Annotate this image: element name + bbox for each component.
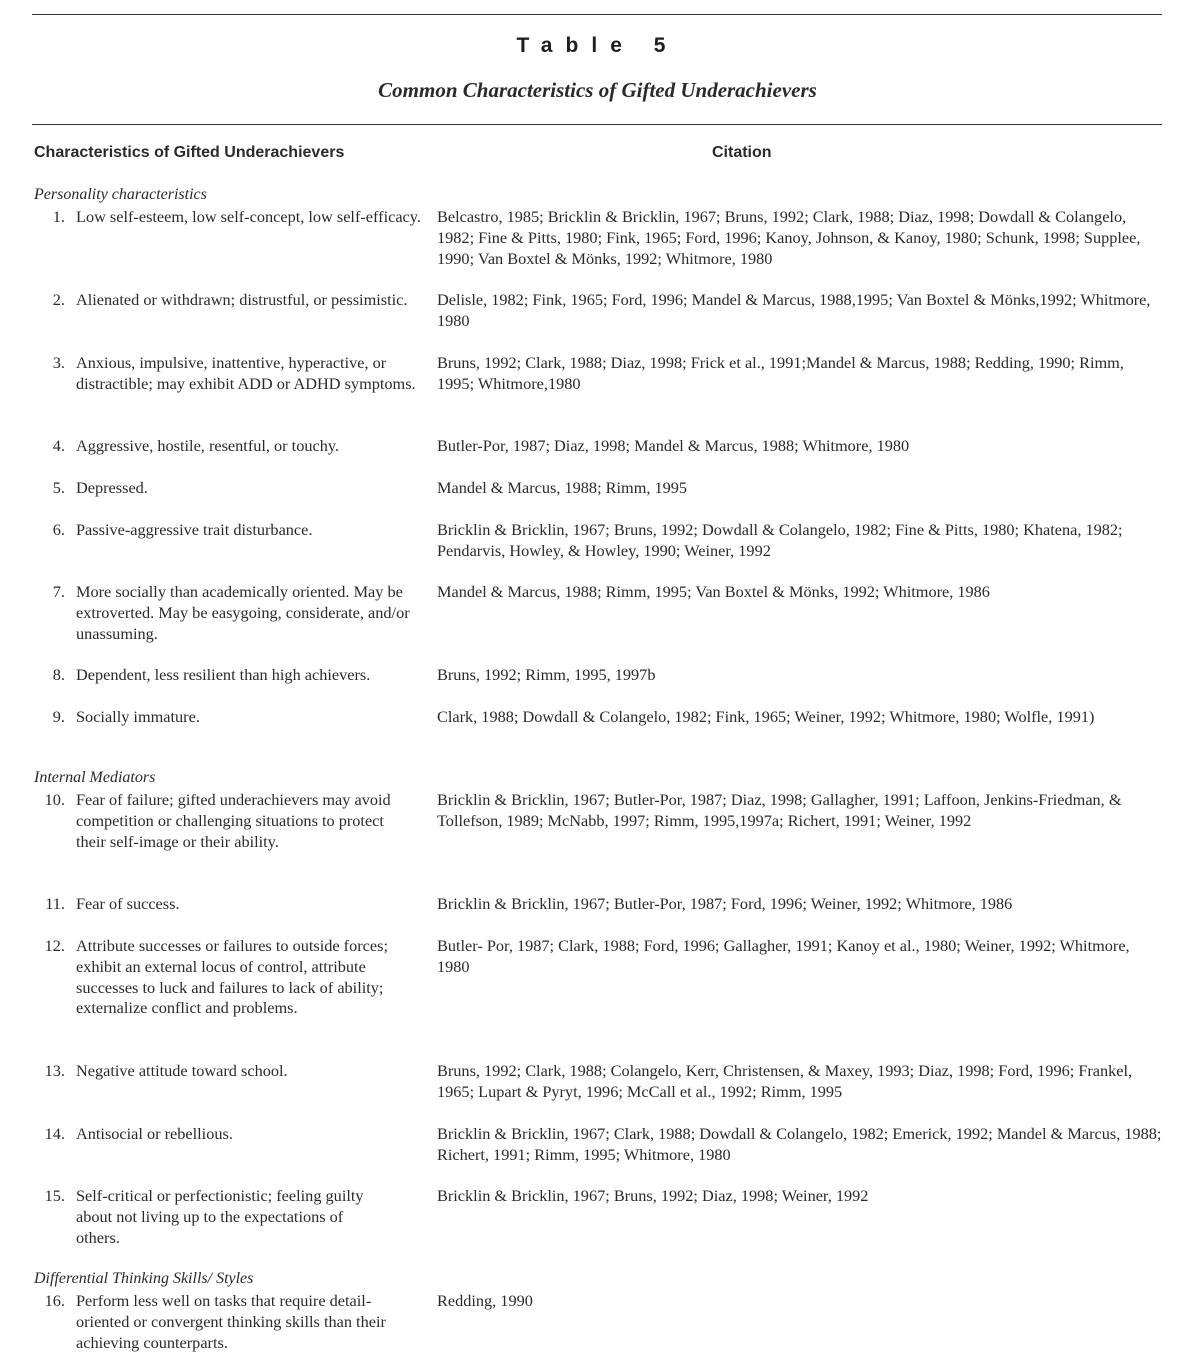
citation-text: Butler- Por, 1987; Clark, 1988; Ford, 1996; Gallagher, 1991; Kanoy et al., 1980; Weiner, 1992; Whitmore, 1980 xyxy=(437,936,1130,976)
characteristic-text: Depressed. xyxy=(76,478,148,497)
citation-text: Delisle, 1982; Fink, 1965; Ford, 1996; Mandel & Marcus, 1988,1995; Van Boxtel & Mönks,1992; Whitmore, 1980 xyxy=(437,290,1151,330)
characteristic-text: Aggressive, hostile, resentful, or touchy. xyxy=(76,436,340,455)
characteristic-text: More socially than academically oriented. May be extroverted. May be easygoing, considerate, and/or unassuming. xyxy=(76,582,410,643)
citation-text: Bricklin & Bricklin, 1967; Butler-Por, 1987; Ford, 1996; Weiner, 1992; Whitmore, 1986 xyxy=(437,894,1013,913)
item-number: 13. xyxy=(44,1061,65,1080)
item-number: 2. xyxy=(52,290,65,309)
header-rule xyxy=(32,124,1162,125)
item-number: 14. xyxy=(44,1124,65,1143)
characteristic-text: Passive-aggressive trait disturbance. xyxy=(76,520,313,539)
item-number: 15. xyxy=(44,1186,65,1205)
citation-text: Bruns, 1992; Clark, 1988; Diaz, 1998; Frick et al., 1991;Mandel & Marcus, 1988; Redding, 1990; Rimm, 1995; Whitmore,1980 xyxy=(437,353,1124,393)
characteristic-text: Negative attitude toward school. xyxy=(76,1061,288,1080)
item-number: 3. xyxy=(52,353,65,372)
characteristic-text: Fear of success. xyxy=(76,894,180,913)
citation-text: Bruns, 1992; Rimm, 1995, 1997b xyxy=(437,665,656,684)
characteristic-text: Attribute successes or failures to outside forces; exhibit an external locus of control, attribute successes to luck and failures to lack of ability; externalize conflict and problems. xyxy=(76,936,388,1018)
citation-text: Bricklin & Bricklin, 1967; Bruns, 1992; Dowdall & Colangelo, 1982; Fine & Pitts, 1980; Khatena, 1982; Pendarvis, Howley, & Howley, 1990; Weiner, 1992 xyxy=(437,520,1123,560)
citation-text: Butler-Por, 1987; Diaz, 1998; Mandel & Marcus, 1988; Whitmore, 1980 xyxy=(437,436,910,455)
citation-text: Bricklin & Bricklin, 1967; Clark, 1988; Dowdall & Colangelo, 1982; Emerick, 1992; Mandel & Marcus, 1988; Richert, 1991; Rimm, 1995; Whitmore, 1980 xyxy=(437,1124,1162,1164)
column-header-characteristics: Characteristics of Gifted Underachievers xyxy=(34,144,345,161)
top-rule xyxy=(32,14,1162,15)
citation-text: Mandel & Marcus, 1988; Rimm, 1995; Van Boxtel & Mönks, 1992; Whitmore, 1986 xyxy=(437,582,990,601)
item-number: 4. xyxy=(52,436,65,455)
item-number: 8. xyxy=(52,665,65,684)
item-number: 16. xyxy=(44,1291,65,1310)
characteristic-text: Antisocial or rebellious. xyxy=(76,1124,233,1143)
section-heading-differential-thinking: Differential Thinking Skills/ Styles xyxy=(34,1270,254,1287)
characteristic-text: Dependent, less resilient than high achievers. xyxy=(76,665,371,684)
item-number: 1. xyxy=(52,207,65,226)
characteristic-text: Self-critical or perfectionistic; feeling guilty about not living up to the expectations of others. xyxy=(76,1186,364,1247)
characteristic-text: Fear of failure; gifted underachievers may avoid competition or challenging situations to protect their self-image or their ability. xyxy=(76,790,391,851)
item-number: 9. xyxy=(52,707,65,726)
characteristic-text: Socially immature. xyxy=(76,707,200,726)
characteristic-text: Low self-esteem, low self-concept, low self-efficacy. xyxy=(76,207,421,226)
citation-text: Bricklin & Bricklin, 1967; Butler-Por, 1987; Diaz, 1998; Gallagher, 1991; Laffoon, Jenkins-Friedman, & Tollefson, 1989; McNabb, 1997; Rimm, 1995,1997a; Richert, 1991; Weiner, 1992 xyxy=(437,790,1122,830)
characteristic-text: Alienated or withdrawn; distrustful, or pessimistic. xyxy=(76,290,408,309)
item-number: 5. xyxy=(52,478,65,497)
column-header-citation: Citation xyxy=(712,144,772,161)
characteristic-text: Perform less well on tasks that require detail-oriented or convergent thinking skills than their achieving counterparts. xyxy=(76,1291,386,1352)
item-number: 12. xyxy=(44,936,65,955)
section-heading-personality: Personality characteristics xyxy=(34,186,207,203)
item-number: 6. xyxy=(52,520,65,539)
item-number: 10. xyxy=(44,790,65,809)
table-title: Common Characteristics of Gifted Underachievers xyxy=(378,78,817,102)
table-label: Table 5 xyxy=(516,34,679,57)
section-heading-internal-mediators: Internal Mediators xyxy=(34,769,156,786)
citation-text: Bruns, 1992; Clark, 1988; Colangelo, Kerr, Christensen, & Maxey, 1993; Diaz, 1998; Ford, 1996; Frankel, 1965; Lupart & Pyryt, 1996; McCall et al., 1992; Rimm, 1995 xyxy=(437,1061,1133,1101)
citation-text: Clark, 1988; Dowdall & Colangelo, 1982; Fink, 1965; Weiner, 1992; Whitmore, 1980; Wolfle, 1991) xyxy=(437,707,1095,726)
item-number: 11. xyxy=(45,894,65,913)
citation-text: Bricklin & Bricklin, 1967; Bruns, 1992; Diaz, 1998; Weiner, 1992 xyxy=(437,1186,869,1205)
characteristic-text: Anxious, impulsive, inattentive, hyperactive, or distractible; may exhibit ADD or ADHD symptoms. xyxy=(76,353,416,393)
citation-text: Mandel & Marcus, 1988; Rimm, 1995 xyxy=(437,478,688,497)
citation-text: Belcastro, 1985; Bricklin & Bricklin, 1967; Bruns, 1992; Clark, 1988; Diaz, 1998; Dowdall & Colangelo, 1982; Fine & Pitts, 1980; Fink, 1965; Ford, 1996; Kanoy, Johnson, & Kanoy, 1980; Schunk, 1998; Supplee, 1990; Van Boxtel & Mönks, 1992; Whitmore, 1980 xyxy=(437,207,1141,268)
citation-text: Redding, 1990 xyxy=(437,1291,533,1310)
item-number: 7. xyxy=(52,582,65,601)
